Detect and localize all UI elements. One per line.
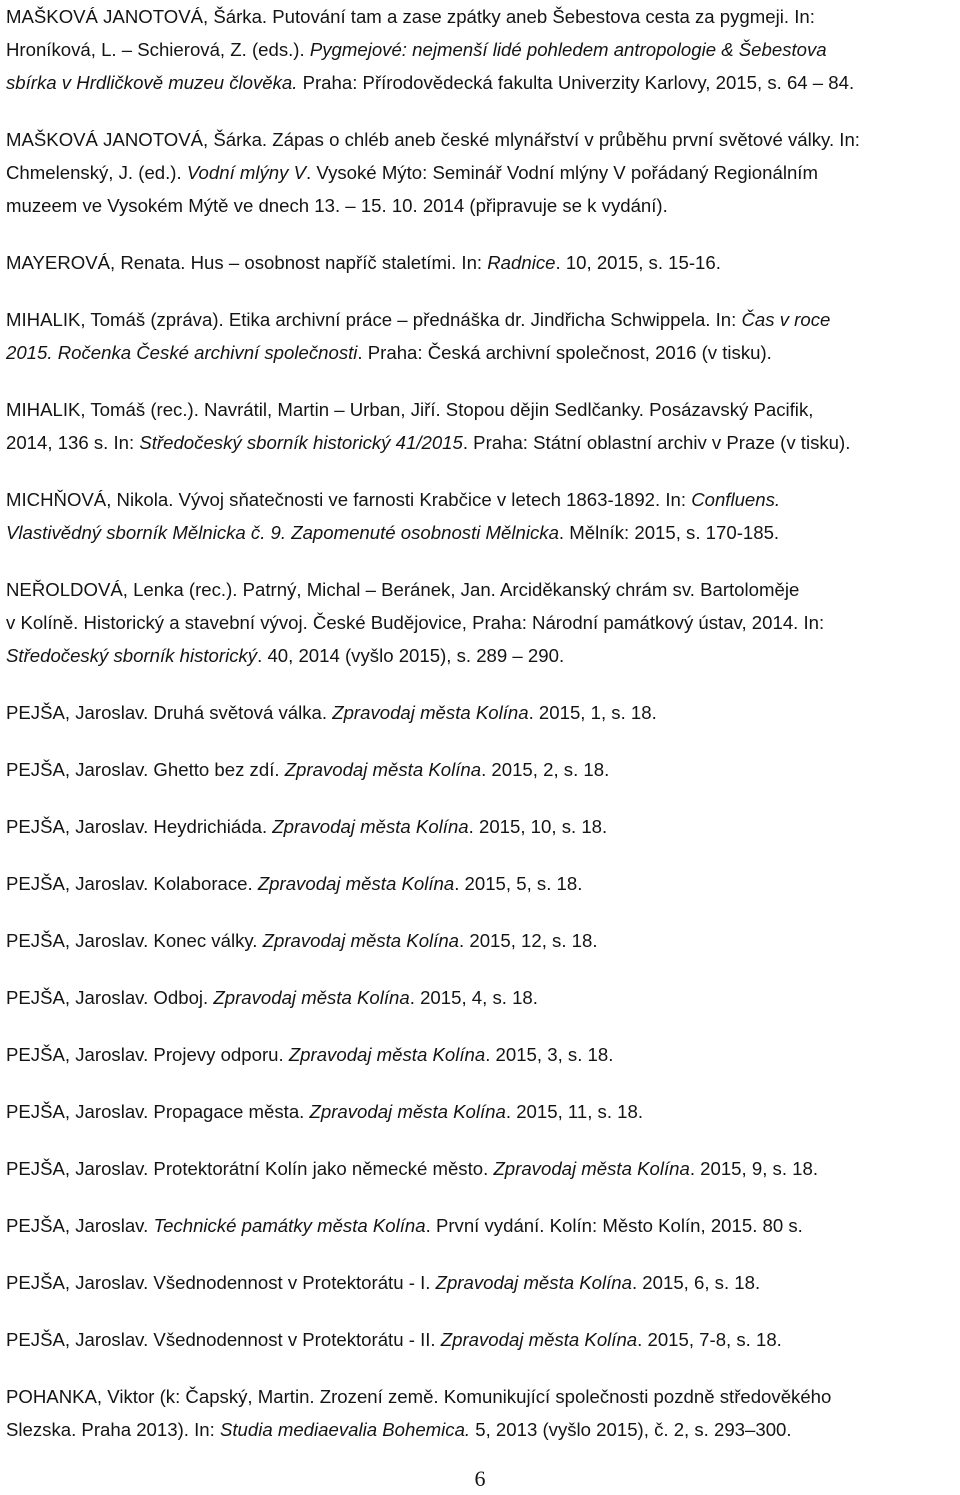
bibliography-page	[6, 0, 954, 1446]
entry-line	[6, 189, 954, 222]
entry-title-italic: Confluens.	[691, 489, 781, 510]
entry-text: PEJŠA, Jaroslav. Projevy odporu.	[6, 1044, 289, 1065]
entry-text: NEŘOLDOVÁ, Lenka (rec.). Patrný, Michal – Beránek, Jan. Arciděkanský chrám sv. Bartoloměje	[6, 579, 800, 600]
bibliography-entry	[6, 123, 954, 222]
bibliography-entry	[6, 1152, 954, 1185]
entry-title-italic: Zpravodaj města Kolína	[288, 1044, 486, 1065]
entry-line	[6, 1380, 954, 1413]
entry-text: . 10, 2015, s. 15-16.	[555, 252, 721, 273]
entry-spacer	[6, 1185, 954, 1209]
bibliography-entry	[6, 810, 954, 843]
entry-spacer	[6, 1356, 954, 1380]
entry-text: MAŠKOVÁ JANOTOVÁ, Šárka. Putování tam a zase zpátky aneb Šebestova cesta za pygmeji. In:	[6, 6, 815, 27]
entry-spacer	[6, 672, 954, 696]
entry-line	[6, 1038, 954, 1071]
entry-spacer	[6, 843, 954, 867]
entry-line	[6, 1209, 954, 1242]
entry-text: muzeem ve Vysokém Mýtě ve dnech 13. – 15. 10. 2014 (připravuje se k vydání).	[6, 195, 668, 216]
entry-text: MAŠKOVÁ JANOTOVÁ, Šárka. Zápas o chléb aneb české mlynářství v průběhu první světové války. In:	[6, 129, 860, 150]
entry-text: Praha: Přírodovědecká fakulta Univerzity Karlovy, 2015, s. 64 – 84.	[297, 72, 855, 93]
entry-text: MICHŇOVÁ, Nikola. Vývoj sňatečnosti ve farnosti Krabčice v letech 1863-1892. In:	[6, 489, 692, 510]
entry-title-italic: Středočeský sborník historický 41/2015	[139, 432, 463, 453]
bibliography-entry	[6, 753, 954, 786]
entry-text: PEJŠA, Jaroslav. Kolaborace.	[6, 873, 258, 894]
entry-text: . 2015, 4, s. 18.	[409, 987, 538, 1008]
entry-title-italic: Zpravodaj města Kolína	[493, 1158, 690, 1179]
entry-text: Chmelenský, J. (ed.).	[6, 162, 187, 183]
entry-title-italic: Zpravodaj města Kolína	[213, 987, 410, 1008]
entry-title-italic: Zpravodaj města Kolína	[440, 1329, 638, 1350]
entry-text: . 2015, 5, s. 18.	[454, 873, 583, 894]
entry-text: . 2015, 3, s. 18.	[485, 1044, 614, 1065]
entry-text: PEJŠA, Jaroslav. Konec války.	[6, 930, 263, 951]
entry-title-italic: Středočeský sborník historický	[6, 645, 258, 666]
entry-line	[6, 33, 954, 66]
entry-line	[6, 123, 954, 156]
entry-text: . 2015, 6, s. 18.	[631, 1272, 761, 1293]
entry-spacer	[6, 279, 954, 303]
entry-title-italic: Vlastivědný sborník Mělnicka č. 9. Zapomenuté osobnosti Mělnicka	[6, 522, 559, 543]
entry-title-italic: Zpravodaj města Kolína	[257, 873, 455, 894]
entry-text: PEJŠA, Jaroslav. Propagace města.	[6, 1101, 310, 1122]
entry-text: PEJŠA, Jaroslav. Všednodennost v Protektorátu - II.	[6, 1329, 441, 1350]
bibliography-entry	[6, 981, 954, 1014]
entry-title-italic: sbírka v Hrdličkově muzeu člověka.	[6, 72, 298, 93]
entry-text: Slezska. Praha 2013). In:	[6, 1419, 220, 1440]
entry-text: 2014, 136 s. In:	[6, 432, 140, 453]
entry-text: v Kolíně. Historický a stavební vývoj. České Budějovice, Praha: Národní památkový ústav, 2014. In:	[6, 612, 825, 633]
bibliography-entry	[6, 867, 954, 900]
entry-text: PEJŠA, Jaroslav. Odboj.	[6, 987, 214, 1008]
entry-title-italic: Radnice	[487, 252, 556, 273]
entry-line	[6, 573, 954, 606]
entry-spacer	[6, 1071, 954, 1095]
entry-spacer	[6, 729, 954, 753]
entry-text: . 2015, 9, s. 18.	[689, 1158, 819, 1179]
entry-title-italic: Zpravodaj města Kolína	[309, 1101, 506, 1122]
entry-text: . 2015, 2, s. 18.	[481, 759, 610, 780]
entry-text: . Praha: Česká archivní společnost, 2016 (v tisku).	[357, 342, 772, 363]
entry-title-italic: Čas v roce	[741, 309, 831, 330]
bibliography-entry	[6, 924, 954, 957]
entry-text: 5, 2013 (vyšlo 2015), č. 2, s. 293–300.	[470, 1419, 792, 1440]
entry-text: PEJŠA, Jaroslav. Ghetto bez zdí.	[6, 759, 285, 780]
entry-text: . Vysoké Mýto: Seminář Vodní mlýny V pořádaný Regionálním	[306, 162, 818, 183]
page-number: 6	[474, 1466, 486, 1491]
entry-text: Hroníková, L. – Schierová, Z. (eds.).	[6, 39, 310, 60]
bibliography-entry	[6, 1095, 954, 1128]
entry-text: . 2015, 7-8, s. 18.	[637, 1329, 782, 1350]
bibliography-entry	[6, 1209, 954, 1242]
entry-line	[6, 0, 954, 33]
entry-line	[6, 1095, 954, 1128]
entry-spacer	[6, 1242, 954, 1266]
entry-title-italic: Zpravodaj města Kolína	[272, 816, 469, 837]
bibliography-entry	[6, 246, 954, 279]
entry-line	[6, 1323, 954, 1356]
bibliography-entry	[6, 1380, 954, 1446]
entry-line	[6, 696, 954, 729]
entry-text: . 2015, 11, s. 18.	[505, 1101, 644, 1122]
bibliography-entry	[6, 696, 954, 729]
bibliography-entry	[6, 1323, 954, 1356]
bibliography-entry	[6, 483, 954, 549]
entry-line	[6, 1266, 954, 1299]
entry-spacer	[6, 957, 954, 981]
entry-text: . 2015, 10, s. 18.	[468, 816, 608, 837]
entry-text: . Praha: Státní oblastní archiv v Praze (v tisku).	[462, 432, 851, 453]
entry-line	[6, 156, 954, 189]
entry-spacer	[6, 99, 954, 123]
entry-line	[6, 1413, 954, 1446]
entry-title-italic: Zpravodaj města Kolína	[284, 759, 482, 780]
entry-line	[6, 303, 954, 336]
bibliography-entry	[6, 393, 954, 459]
bibliography-entry	[6, 1038, 954, 1071]
entry-text: MIHALIK, Tomáš (zpráva). Etika archivní práce – přednáška dr. Jindřicha Schwippela. In:	[6, 309, 742, 330]
bibliography-list	[6, 0, 954, 1446]
entry-text: PEJŠA, Jaroslav. Všednodennost v Protektorátu - I.	[6, 1272, 436, 1293]
entry-title-italic: Pygmejové: nejmenší lidé pohledem antropologie & Šebestova	[309, 39, 827, 60]
entry-text: PEJŠA, Jaroslav.	[6, 1215, 154, 1236]
entry-line	[6, 867, 954, 900]
entry-text: PEJŠA, Jaroslav. Druhá světová válka.	[6, 702, 333, 723]
entry-spacer	[6, 1128, 954, 1152]
entry-line	[6, 753, 954, 786]
entry-line	[6, 639, 954, 672]
entry-text: MIHALIK, Tomáš (rec.). Navrátil, Martin – Urban, Jiří. Stopou dějin Sedlčanky. Posázavský Pacifik,	[6, 399, 814, 420]
entry-text: PEJŠA, Jaroslav. Protektorátní Kolín jako německé město.	[6, 1158, 494, 1179]
bibliography-entry	[6, 303, 954, 369]
entry-text: POHANKA, Viktor (k: Čapský, Martin. Zrození země. Komunikující společnosti pozdně středověkého	[6, 1386, 832, 1407]
entry-spacer	[6, 786, 954, 810]
entry-text: . Mělník: 2015, s. 170-185.	[558, 522, 780, 543]
bibliography-entry	[6, 0, 954, 99]
entry-line	[6, 336, 954, 369]
entry-title-italic: Zpravodaj města Kolína	[332, 702, 529, 723]
entry-title-italic: Studia mediaevalia Bohemica.	[219, 1419, 471, 1440]
entry-line	[6, 426, 954, 459]
entry-text: . První vydání. Kolín: Město Kolín, 2015. 80 s.	[425, 1215, 803, 1236]
entry-spacer	[6, 900, 954, 924]
entry-spacer	[6, 1014, 954, 1038]
entry-text: . 40, 2014 (vyšlo 2015), s. 289 – 290.	[257, 645, 565, 666]
entry-text: . 2015, 1, s. 18.	[528, 702, 657, 723]
entry-title-italic: Zpravodaj města Kolína	[262, 930, 460, 951]
entry-line	[6, 516, 954, 549]
entry-line	[6, 606, 954, 639]
entry-line	[6, 66, 954, 99]
entry-spacer	[6, 369, 954, 393]
entry-line	[6, 981, 954, 1014]
entry-line	[6, 810, 954, 843]
entry-text: PEJŠA, Jaroslav. Heydrichiáda.	[6, 816, 273, 837]
entry-line	[6, 924, 954, 957]
entry-title-italic: 2015. Ročenka České archivní společnosti	[6, 342, 358, 363]
entry-text: . 2015, 12, s. 18.	[459, 930, 598, 951]
entry-title-italic: Vodní mlýny V	[186, 162, 307, 183]
entry-title-italic: Technické památky města Kolína	[153, 1215, 426, 1236]
entry-line	[6, 246, 954, 279]
entry-line	[6, 483, 954, 516]
entry-spacer	[6, 222, 954, 246]
entry-spacer	[6, 1299, 954, 1323]
bibliography-entry	[6, 1266, 954, 1299]
entry-spacer	[6, 549, 954, 573]
entry-title-italic: Zpravodaj města Kolína	[435, 1272, 632, 1293]
entry-line	[6, 393, 954, 426]
entry-line	[6, 1152, 954, 1185]
bibliography-entry	[6, 573, 954, 672]
entry-text: MAYEROVÁ, Renata. Hus – osobnost napříč staletími. In:	[6, 252, 488, 273]
entry-spacer	[6, 459, 954, 483]
